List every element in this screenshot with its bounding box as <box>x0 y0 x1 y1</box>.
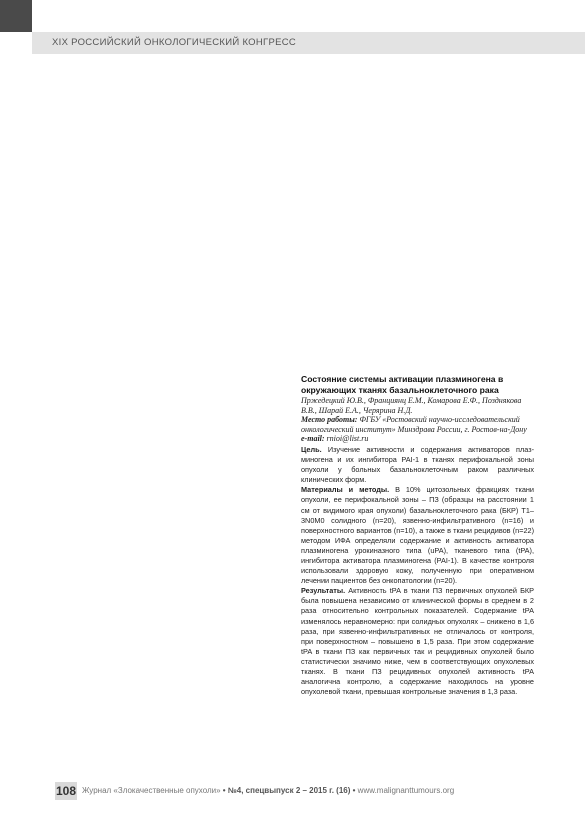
page-footer <box>55 782 555 800</box>
methods-text: В 10% цитозольных фракциях ткани опухоли, ее перифокальной зоны – ПЗ (образцы на расстоянии 1 см от видимого края опухоли) базальноклеточного рака (БКР) T1–3N0M0 солидного (n=20), язвенно-инфильтративного (n=16) и поверхностного вариантов (n=10), а также в ткани рецидивов (n=22) методом ИФА определяли содержание и активность активатора плазминогена урокиназного типа (uPA), тканевого типа (tPA), ингибитора активатора плазминогена (PAI-1). В качестве контроля использовали здоровую кожу, полученную при оперативном лечении пациентов без онкопатологии (n=20). <box>301 485 534 586</box>
workplace-label: Место работы: <box>301 415 358 425</box>
methods-label: Материалы и методы. <box>301 485 390 495</box>
running-header <box>32 32 585 54</box>
aim-label: Цель. <box>301 444 322 454</box>
separator-dot: • <box>352 786 356 795</box>
results-label: Результаты. <box>301 586 346 596</box>
authors: Пржедецкий Ю.В., Франциянц Е.М., Комарова Е.Ф., Позднякова В.В., Шарай Е.А., Черярина Н.Д. <box>301 396 522 415</box>
workplace <box>301 415 534 434</box>
abstract <box>301 374 534 697</box>
aim-paragraph <box>301 445 534 485</box>
congress-title: XIX РОССИЙСКИЙ ОНКОЛОГИЧЕСКИЙ КОНГРЕСС <box>52 37 297 48</box>
methods-paragraph <box>301 485 534 586</box>
email-line <box>301 434 534 444</box>
page-number: 108 <box>55 784 77 798</box>
separator-dot: • <box>222 786 226 795</box>
results-text: Активность tPA в ткани ПЗ первичных опухолей БКР была повышена независимо от клинической формы в среднем в 2 раза относительно контрольных показателей. Содержание tPA изменялось неравномерно: при солидных опухолях – снижено в 1,6 раза, при язвенно-инфильтративных не отличалось от контроля, при поверхностном – повышено в 1,5 раза. При этом содержание tPA в ткани ПЗ как первичных так и рецидивных опухолей было статистически значимо ниже, чем в соответствующих опухолевых тканях. В ткани ПЗ рецидивных опухолей активность tPA аналогична контролю, а содержание находилось на уровне опухолевой ткани, превышая контрольные значения в 1,3 раза. <box>301 586 534 697</box>
email-label: e-mail: <box>301 434 325 444</box>
aim-text: Изучение активности и содержания активаторов плазминогена и их ингибитора PAI-1 в тканях перифокальной зоны опухоли у больных базальноклеточным раком различных клинических форм. <box>301 444 534 485</box>
footer-citation <box>82 786 454 795</box>
email-address[interactable]: rnioi@list.ru <box>326 434 369 444</box>
corner-decoration <box>0 0 32 32</box>
website-link[interactable]: www.malignanttumours.org <box>357 786 455 795</box>
issue-info: №4, спецвыпуск 2 – 2015 г. (16) <box>227 786 351 795</box>
journal-name: Журнал «Злокачественные опухоли» <box>82 786 221 795</box>
workplace-text: ФГБУ «Ростовский научно-исследовательский онкологический институт» Минздрава России, г. Ростов-на-Дону <box>301 415 527 434</box>
results-paragraph <box>301 586 534 697</box>
abstract-title: Состояние системы активации плазминогена в окружающих тканях базальноклеточного рака <box>301 374 504 395</box>
